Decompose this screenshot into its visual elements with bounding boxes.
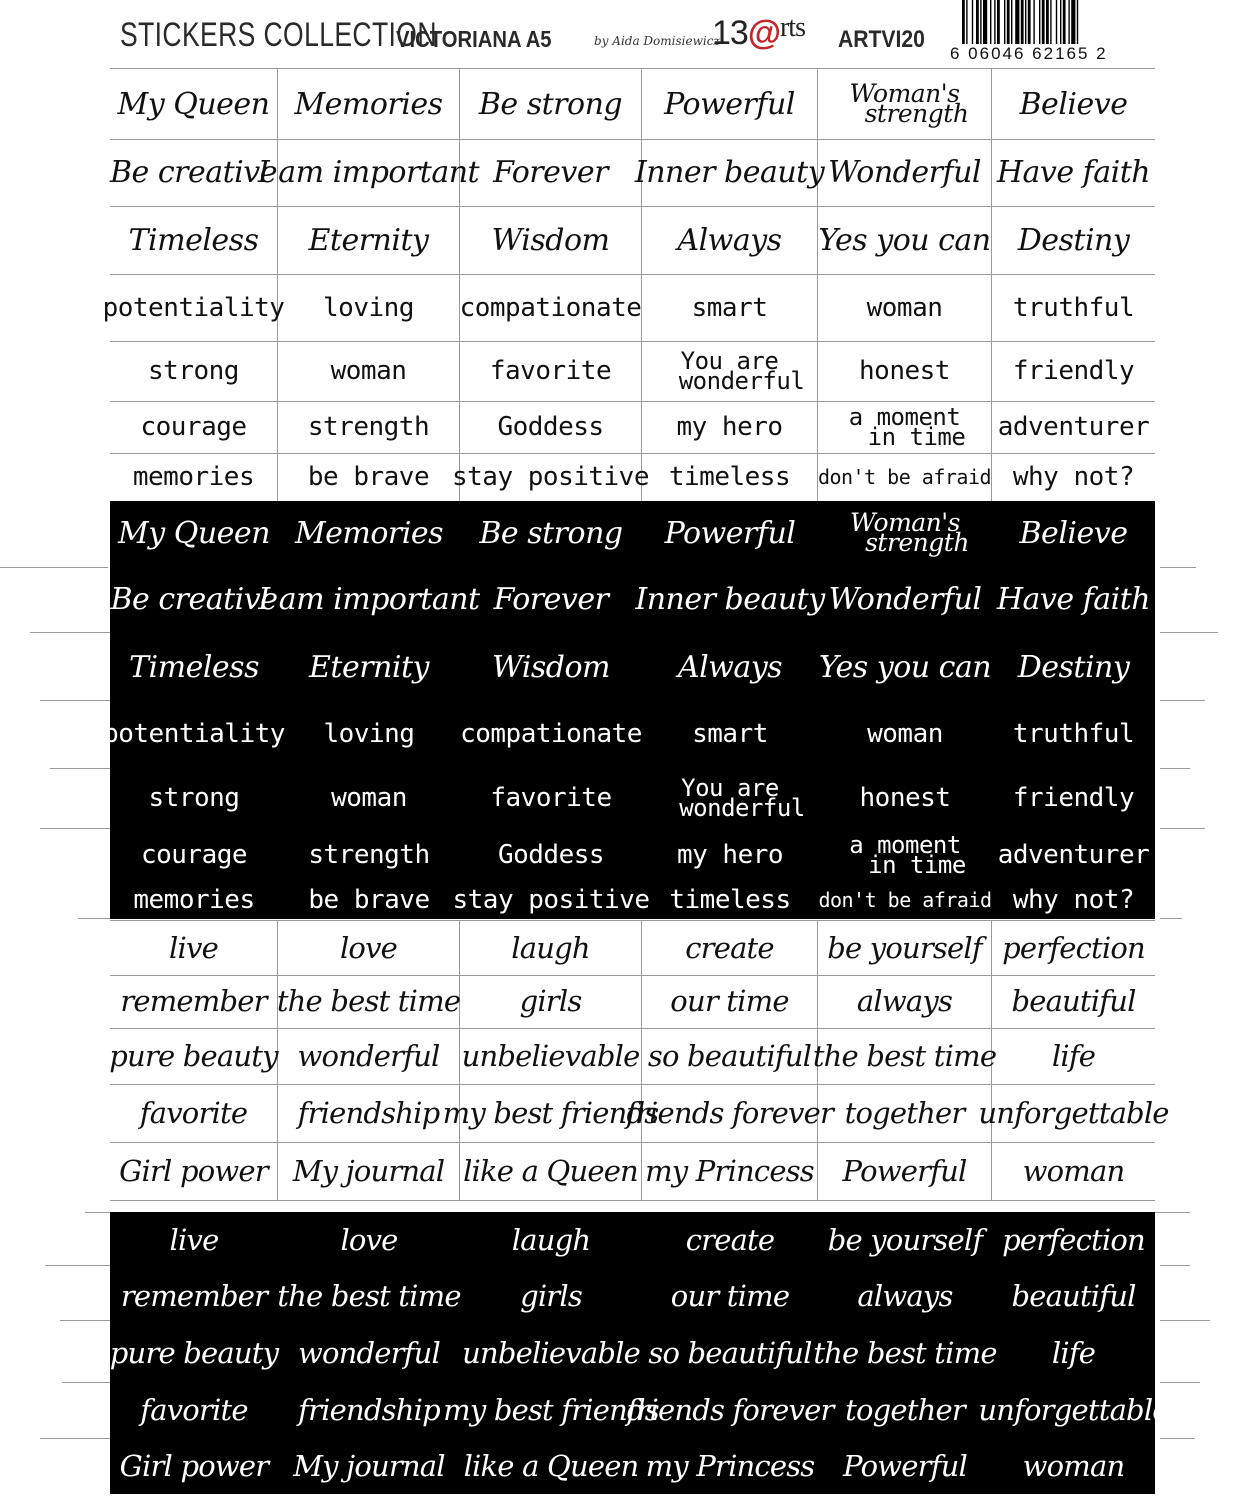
cut-line [1160, 632, 1218, 633]
sticker-label: truthful [1012, 719, 1135, 749]
sticker-label: woman [331, 783, 407, 813]
sticker-row [110, 767, 1155, 829]
sticker-label: Wisdom [491, 649, 610, 685]
sticker-label: adventurer [997, 412, 1150, 442]
sticker-label: pure beauty [109, 1336, 279, 1370]
sticker-row [110, 974, 1155, 1029]
sticker-label: my best friends [460, 1084, 642, 1142]
sticker-row [110, 401, 1155, 454]
sticker-label: compationate [460, 274, 642, 341]
sticker-label: My Queen [118, 515, 270, 551]
brand-suffix: rts [779, 12, 805, 43]
sticker-label: woman [1022, 1154, 1125, 1188]
sticker-label-line: You are [680, 347, 779, 375]
sticker-label: Girl power [119, 1449, 269, 1483]
sticker-label: remember [120, 1279, 268, 1313]
cut-line [1160, 1438, 1195, 1439]
sticker-label-line: strength [864, 99, 969, 128]
collection-title: STICKERS COLLECTION [120, 16, 437, 54]
cut-line [60, 1320, 110, 1321]
sticker-label: woman [867, 719, 943, 749]
sticker-row [110, 341, 1155, 402]
sticker-label-line: a moment [848, 403, 961, 431]
sticker-row [110, 1212, 1155, 1268]
product-code: ARTVI20 [838, 26, 925, 53]
cut-line [0, 567, 108, 568]
sticker-row [110, 1028, 1155, 1085]
sticker-label: Timeless [110, 206, 278, 274]
cut-line [62, 1382, 110, 1383]
sticker-label: woman [818, 274, 992, 341]
cut-line [85, 1212, 110, 1213]
sticker-row [110, 1438, 1155, 1494]
sticker-label-line: wonderful [678, 367, 805, 395]
sticker-label: wonderful [297, 1336, 441, 1370]
sticker-label: Eternity [309, 649, 429, 685]
sticker-row [110, 881, 1155, 919]
sticker-label-line: Woman's [849, 79, 960, 108]
sticker-row [110, 206, 1155, 275]
sticker-label: my Princess [642, 1142, 818, 1200]
brand-prefix: 13 [712, 14, 748, 52]
sticker-label: compationate [460, 719, 642, 749]
sticker-label-line: a moment [849, 831, 961, 859]
sticker-label: be yourself [827, 1223, 983, 1257]
sticker-label: together [818, 1084, 992, 1142]
sticker-row [110, 453, 1155, 502]
sticker-label: girls [520, 1279, 582, 1313]
sticker-label: woman [278, 341, 460, 401]
sticker-label: so beautiful [642, 1028, 818, 1084]
sticker-label: laugh [511, 1223, 591, 1257]
sticker-label: unbelievable [462, 1336, 640, 1370]
sticker-label: create [685, 1223, 775, 1257]
sticker-label-line: You are [681, 774, 779, 802]
sticker-label: strength [308, 840, 430, 870]
sticker-label: live [110, 921, 278, 975]
sticker-block-light-a [102, 68, 1155, 501]
sticker-label-line: in time [867, 423, 966, 451]
sticker-label: Powerful [818, 1142, 992, 1200]
sticker-label: my hero [642, 401, 818, 453]
sticker-label: stay positive [460, 453, 642, 501]
sticker-label: courage [110, 401, 278, 453]
sticker-label: courage [140, 840, 248, 870]
sticker-label: favorite [110, 1084, 278, 1142]
sticker-label: Powerful [843, 1449, 967, 1483]
sticker-label: always [857, 1279, 953, 1313]
sticker-label: Wonderful [828, 581, 982, 617]
sticker-label: together [845, 1393, 965, 1427]
sticker-label: pure beauty [110, 1028, 278, 1084]
sticker-label: Have faith [996, 581, 1151, 617]
sticker-label: adventurer [997, 840, 1150, 870]
brand-at: @ [747, 14, 780, 52]
sticker-row [110, 68, 1155, 140]
sticker-label-line: strength [865, 528, 969, 557]
sticker-label: friendly [1012, 356, 1135, 386]
sticker-label: Wonderful [818, 138, 992, 206]
sticker-label: Wisdom [460, 206, 642, 274]
sticker-label: timeless [669, 885, 791, 915]
sticker-label: My Queen [110, 69, 278, 139]
cut-line [1160, 918, 1182, 919]
sticker-label: honest [859, 783, 951, 813]
sticker-label: why not? [1012, 885, 1135, 915]
sticker-row [110, 565, 1155, 633]
sticker-row [110, 1324, 1155, 1382]
sticker-label: loving [278, 274, 460, 341]
sticker-label: Forever [493, 581, 609, 617]
sticker-label: live [169, 1223, 219, 1257]
sticker-row [110, 920, 1155, 976]
sticker-label: Powerful [664, 515, 796, 551]
sticker-label: life [1051, 1336, 1096, 1370]
sticker-label: friendly [1012, 783, 1135, 813]
sticker-label: don't be afraid [818, 453, 992, 501]
brand-logo [712, 12, 805, 53]
sticker-label: my best friends [443, 1393, 659, 1427]
sticker-label [642, 767, 818, 829]
sticker-label: potentiality [110, 274, 278, 341]
sticker-label: Inner beauty [642, 138, 818, 206]
sticker-label: smart [692, 719, 768, 749]
sticker-label: Yes you can [818, 649, 992, 685]
sticker-label: beautiful [1011, 984, 1136, 1018]
sticker-label: the best time [818, 1028, 992, 1084]
sticker-label: Memories [278, 69, 460, 139]
cut-line [78, 918, 110, 919]
sticker-label: Always [677, 649, 783, 685]
sticker-label: Timeless [129, 649, 259, 685]
sticker-label: Be strong [479, 515, 623, 551]
sticker-label-line: wonderful [679, 794, 805, 822]
cut-line [45, 1265, 110, 1266]
sticker-label: unbelievable [460, 1028, 642, 1084]
sticker-label: life [1051, 1039, 1096, 1073]
sticker-row [110, 1142, 1155, 1201]
sticker-row [110, 1382, 1169, 1438]
sticker-label: friends forever [626, 1393, 834, 1427]
cut-line [1160, 567, 1196, 568]
sticker-label: Destiny [1017, 222, 1130, 258]
sticker-label: create [642, 921, 818, 975]
sticker-label: friendship [298, 1393, 440, 1427]
sticker-label: Forever [460, 138, 642, 206]
collection-name: VICTORIANA A5 [396, 26, 552, 52]
sticker-label: favorite [460, 341, 642, 401]
sticker-label: unforgettable [978, 1096, 1169, 1130]
barcode-icon [962, 0, 1152, 44]
cut-line [1160, 1320, 1210, 1321]
sticker-label: Always [642, 206, 818, 274]
sticker-label-line: Woman's [850, 508, 960, 537]
sticker-label: the best time [277, 1279, 461, 1313]
sticker-label: Powerful [642, 69, 818, 139]
sticker-label: favorite [490, 783, 612, 813]
sticker-label: like a Queen [460, 1142, 642, 1200]
sticker-label: laugh [460, 921, 642, 975]
sticker-label: remember [110, 974, 278, 1028]
sticker-label-line: in time [868, 851, 966, 879]
sticker-label: My journal [278, 1142, 460, 1200]
sticker-label: Eternity [278, 206, 460, 274]
sticker-label: friendship [278, 1084, 460, 1142]
sticker-label [818, 69, 992, 139]
sticker-label: Inner beauty [635, 581, 825, 617]
sticker-label: beautiful [1011, 1279, 1136, 1313]
sticker-label: Be creative [110, 581, 278, 617]
sticker-label: strength [278, 401, 460, 453]
sticker-label: Believe [1019, 86, 1128, 122]
sticker-label: I am important [258, 581, 480, 617]
sticker-label: timeless [642, 453, 818, 501]
cut-line [40, 700, 110, 701]
sticker-label: Be strong [460, 69, 642, 139]
sticker-block-dark-a [103, 501, 1155, 919]
sticker-label: unforgettable [978, 1393, 1169, 1427]
sticker-label: truthful [1012, 292, 1135, 323]
sticker-label: potentiality [103, 719, 285, 749]
sticker-label: my Princess [645, 1449, 815, 1483]
sticker-label: don't be afraid [818, 888, 992, 912]
sticker-label [642, 341, 818, 401]
sticker-row [102, 274, 1155, 342]
sticker-label [818, 501, 992, 565]
sticker-label: be brave [278, 453, 460, 501]
sticker-label: be brave [308, 885, 430, 915]
sticker-label: smart [642, 274, 818, 341]
cut-line [1160, 700, 1205, 701]
sticker-label: I am important [278, 138, 460, 206]
sticker-label: honest [818, 341, 992, 401]
sticker-label [818, 401, 992, 453]
sticker-row [110, 633, 1155, 701]
cut-line [50, 768, 110, 769]
sticker-label: My journal [293, 1449, 445, 1483]
sticker-row [110, 1268, 1155, 1324]
sticker-block-dark-b [109, 1212, 1169, 1494]
sticker-row [103, 701, 1155, 767]
sticker-label: the best time [813, 1336, 997, 1370]
sticker-label: Memories [294, 515, 444, 551]
sticker-row [110, 501, 1155, 565]
sticker-label: perfection [1002, 1223, 1145, 1257]
sticker-label [818, 829, 992, 881]
barcode-number: 6 06046 62165 2 [950, 44, 1108, 63]
sticker-block-light-b [109, 920, 1169, 1200]
sticker-label: so beautiful [648, 1336, 812, 1370]
sticker-label: strong [110, 341, 278, 401]
sticker-label: the best time [278, 974, 460, 1028]
sticker-label: our time [642, 974, 818, 1028]
sticker-row [110, 138, 1155, 207]
sticker-label: Be creative [110, 138, 278, 206]
sticker-label: why not? [1012, 462, 1135, 492]
cut-line [1160, 828, 1205, 829]
sticker-label: friends forever [642, 1084, 818, 1142]
cut-line [1155, 1212, 1190, 1213]
sticker-label: our time [670, 1279, 790, 1313]
cut-line [40, 1438, 110, 1439]
sticker-label: Goddess [460, 401, 642, 453]
sticker-label: favorite [140, 1393, 248, 1427]
sticker-label: perfection [1002, 931, 1145, 965]
cut-line [40, 828, 110, 829]
sticker-label: loving [323, 719, 415, 749]
sticker-label: Girl power [110, 1142, 278, 1200]
sticker-label: Destiny [1017, 649, 1130, 685]
cut-line [1160, 1382, 1200, 1383]
sticker-label: Believe [1019, 515, 1128, 551]
sticker-label: love [278, 921, 460, 975]
sticker-label: woman [1022, 1449, 1125, 1483]
sticker-label: love [340, 1223, 398, 1257]
sticker-label: Goddess [497, 840, 605, 870]
sticker-label: like a Queen [463, 1449, 639, 1483]
sticker-label: strong [148, 783, 240, 813]
cut-line [30, 632, 110, 633]
sticker-row [110, 829, 1155, 881]
sticker-label: Yes you can [818, 206, 992, 274]
sticker-label: be yourself [818, 921, 992, 975]
sticker-label: Have faith [996, 154, 1151, 190]
cut-line [1160, 1265, 1190, 1266]
sticker-label: stay positive [452, 885, 650, 915]
author-credit: by Aida Domisiewicz [594, 34, 720, 48]
sticker-label: always [818, 974, 992, 1028]
sticker-label: memories [133, 885, 255, 915]
cut-line [1160, 768, 1190, 769]
sticker-label: memories [110, 453, 278, 501]
sticker-label: wonderful [278, 1028, 460, 1084]
sticker-label: girls [460, 974, 642, 1028]
sticker-label: my hero [676, 840, 784, 870]
sticker-row [110, 1084, 1169, 1143]
